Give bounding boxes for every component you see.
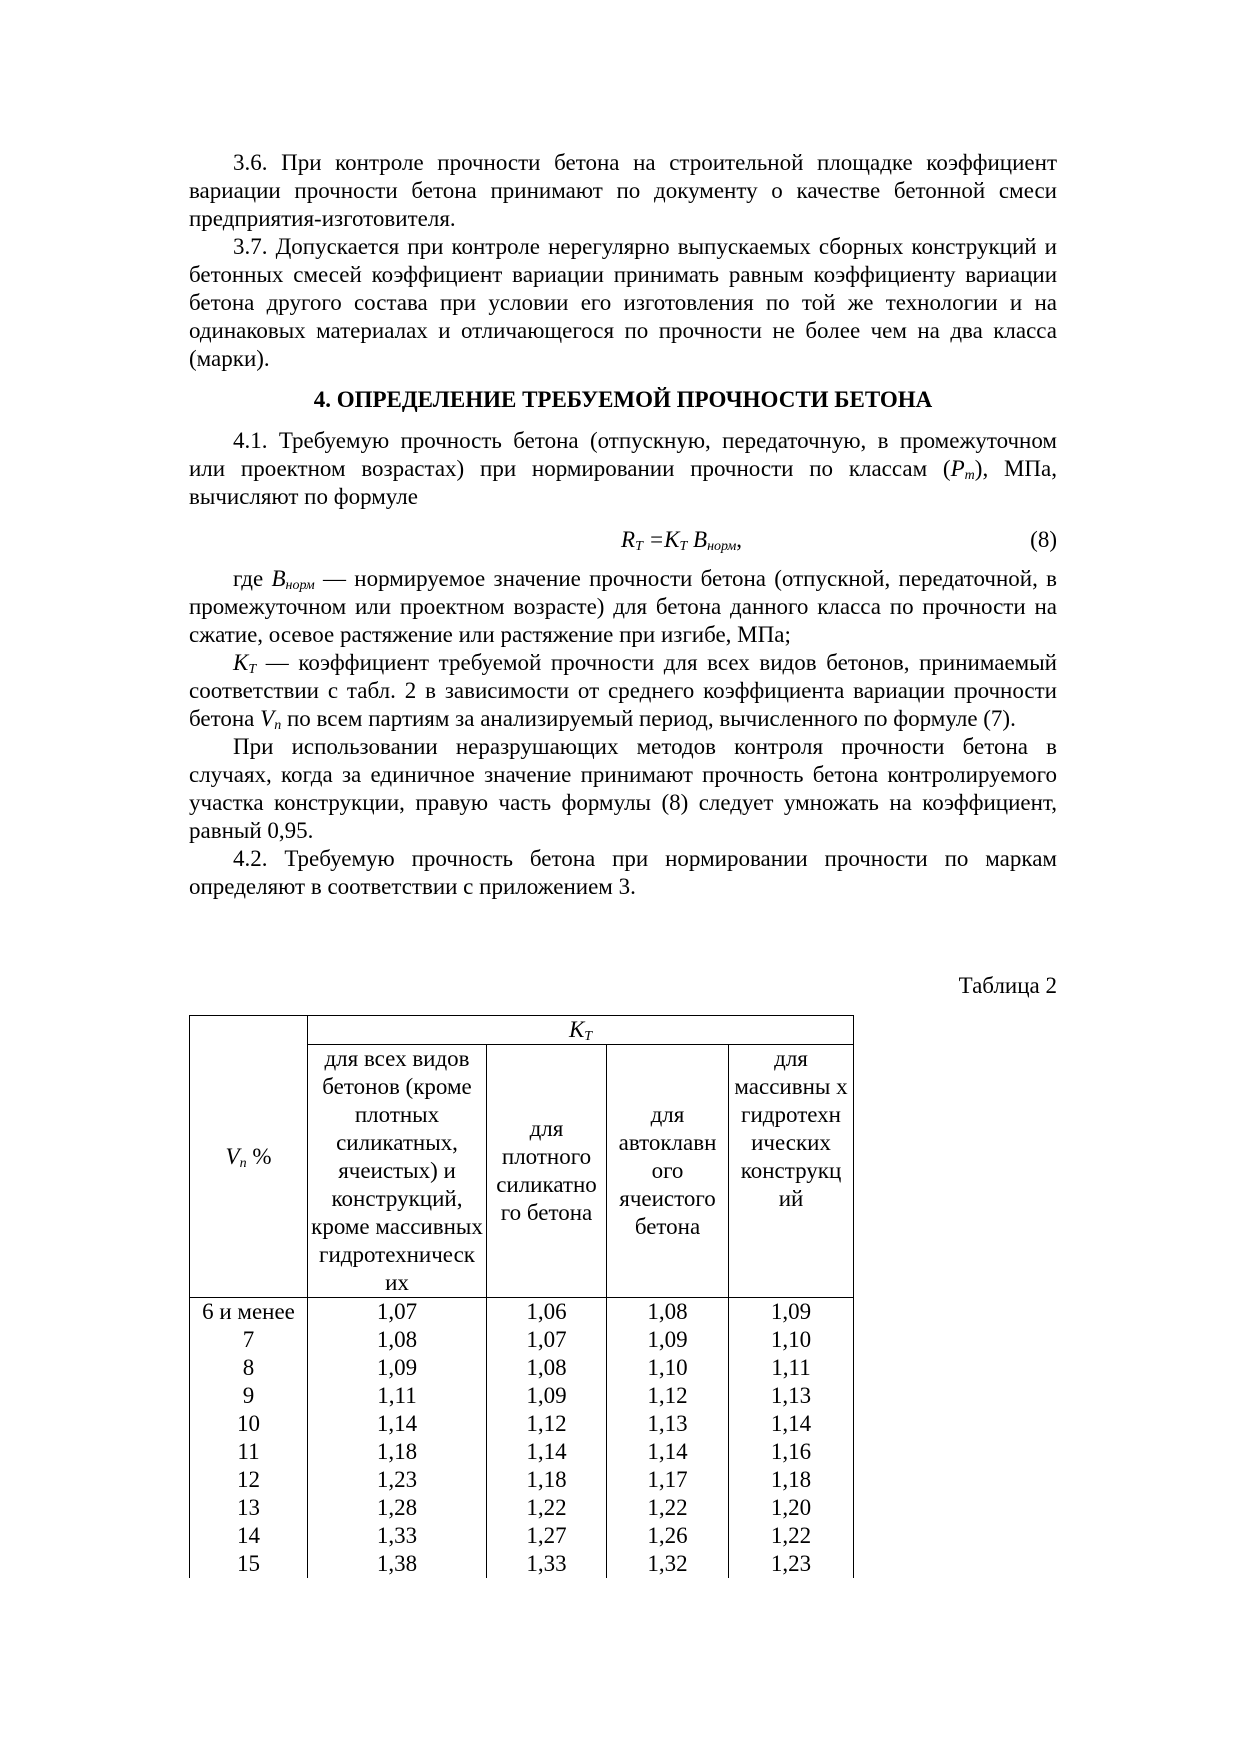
column-header: для всех видов бетонов (кроме плотных силикатных, ячеистых) и конструкций, кроме массивных гидротехническ их xyxy=(308,1045,487,1298)
formula-number: (8) xyxy=(1030,527,1057,552)
ndt-paragraph: При использовании неразрушающих методов контроля прочности бетона в случаях, когда за единичное значение принимают прочность бетона контролируемого участка конструкции, правую часть формулы (8) следует умножать на коэффициент, равный 0,95. xyxy=(189,734,1057,843)
table-header xyxy=(190,1016,854,1298)
table-cell: 1,08 xyxy=(308,1326,487,1354)
row-label-cell: 8 xyxy=(190,1354,308,1382)
table-cell: 1,18 xyxy=(729,1466,854,1494)
table-cell: 1,38 xyxy=(308,1550,487,1578)
formula-b-sub: норм xyxy=(707,539,737,554)
table-cell: 1,28 xyxy=(308,1494,487,1522)
formula-comma: , xyxy=(736,527,743,552)
table-cell: 1,22 xyxy=(487,1494,607,1522)
table-row xyxy=(190,1522,854,1550)
paragraph-4-2: 4.2. Требуемую прочность бетона при нормировании прочности по маркам определяют в соответствии с приложением 3. xyxy=(189,846,1057,899)
table-row xyxy=(190,1382,854,1410)
section-heading: 4. ОПРЕДЕЛЕНИЕ ТРЕБУЕМОЙ ПРОЧНОСТИ БЕТОНА xyxy=(313,387,933,412)
formula-b: B xyxy=(687,527,708,552)
where-var: B xyxy=(271,566,286,591)
table-cell: 1,17 xyxy=(607,1466,729,1494)
table-row xyxy=(190,1550,854,1578)
table-row xyxy=(190,1298,854,1327)
paragraph-4-1 xyxy=(189,427,1057,511)
table-cell: 1,32 xyxy=(607,1550,729,1578)
table-cell: 1,26 xyxy=(607,1522,729,1550)
paragraph-3-7: 3.7. Допускается при контроле нерегулярно выпускаемых сборных конструкций и бетонных смесей коэффициент вариации принимать равным коэффициенту вариации бетона другого состава при условии его изготовления по той же технологии и на одинаковых материалах и отличающегося по прочности не более чем на два класса (марки). xyxy=(189,234,1057,371)
definition-b-norm xyxy=(189,565,1057,649)
row-header-var: V xyxy=(225,1143,240,1169)
table-cell: 1,33 xyxy=(308,1522,487,1550)
formula-expression xyxy=(621,526,742,554)
column-header: для автоклавн ого ячеистого бетона xyxy=(607,1045,729,1298)
table-cell: 1,13 xyxy=(607,1410,729,1438)
table-cell: 1,10 xyxy=(729,1326,854,1354)
table-body xyxy=(190,1298,854,1579)
kt-text: — коэффициент требуемой прочности для всех видов бетонов, принимаемый соответствии с табл. 2 в зависимости от среднего коэффициента вариации прочности бетона xyxy=(189,650,1057,731)
table-row xyxy=(190,1466,854,1494)
group-header-kt xyxy=(308,1016,854,1045)
table-cell: 1,10 xyxy=(607,1354,729,1382)
table-cell: 1,23 xyxy=(308,1466,487,1494)
table-cell: 1,09 xyxy=(487,1382,607,1410)
table-2 xyxy=(189,1015,854,1578)
row-label-cell: 6 и менее xyxy=(190,1298,308,1327)
table-cell: 1,23 xyxy=(729,1550,854,1578)
table-cell: 1,09 xyxy=(607,1326,729,1354)
table-cell: 1,22 xyxy=(729,1522,854,1550)
table-cell: 1,06 xyxy=(487,1298,607,1327)
var-p-sub: т xyxy=(964,468,975,483)
formula-k-sub: Т xyxy=(679,539,688,554)
table-cell: 1,13 xyxy=(729,1382,854,1410)
column-header: для массивны х гидротехн ических конструкц ий xyxy=(729,1045,854,1298)
row-label-cell: 7 xyxy=(190,1326,308,1354)
where-lead: где xyxy=(233,566,272,591)
table-cell: 1,09 xyxy=(729,1298,854,1327)
row-header-sub: n xyxy=(239,1155,247,1171)
table-cell: 1,08 xyxy=(607,1298,729,1327)
table-cell: 1,18 xyxy=(487,1466,607,1494)
table-cell: 1,14 xyxy=(487,1438,607,1466)
table-cell: 1,11 xyxy=(729,1354,854,1382)
paragraph-3-6: 3.6. При контроле прочности бетона на строительной площадке коэффициент вариации прочности бетона принимают по документу о качестве бетонной смеси предприятия-изготовителя. xyxy=(189,150,1057,231)
formula-equals: = xyxy=(642,527,665,552)
formula-k: K xyxy=(664,527,680,552)
formula-r-sub: Т xyxy=(635,539,643,554)
row-label-cell: 10 xyxy=(190,1410,308,1438)
row-label-cell: 13 xyxy=(190,1494,308,1522)
table-caption: Таблица 2 xyxy=(958,973,1057,998)
table-cell: 1,08 xyxy=(487,1354,607,1382)
table-row xyxy=(190,1354,854,1382)
table-cell: 1,14 xyxy=(308,1410,487,1438)
table-row xyxy=(190,1438,854,1466)
table-cell: 1,07 xyxy=(308,1298,487,1327)
table-cell: 1,09 xyxy=(308,1354,487,1382)
kt-text-end: по всем партиям за анализируемый период, вычисленного по формуле (7). xyxy=(281,706,1016,731)
column-header: для плотного силикатно го бетона xyxy=(487,1045,607,1298)
definition-kt xyxy=(189,649,1057,733)
row-label-cell: 15 xyxy=(190,1550,308,1578)
paragraph-4-1-text: 4.1. Требуемую прочность бетона (отпускную, передаточную, в промежуточном или проектном возрастах) при нормировании прочности по классам ( xyxy=(189,428,1057,481)
row-header-unit: % xyxy=(246,1143,272,1169)
table-cell: 1,14 xyxy=(607,1438,729,1466)
vn-var-sub: n xyxy=(274,718,282,733)
row-header-vn xyxy=(190,1016,308,1298)
definitions-block xyxy=(189,565,1057,901)
table-row xyxy=(190,1494,854,1522)
group-header-var: K xyxy=(568,1017,585,1042)
table-cell: 1,07 xyxy=(487,1326,607,1354)
vn-var: V xyxy=(260,706,275,731)
formula-r: R xyxy=(621,527,636,552)
table-cell: 1,14 xyxy=(729,1410,854,1438)
where-text: — нормируемое значение прочности бетона (отпускной, передаточной, в промежуточном или проектном возрасте) для бетона данного класса по прочности на сжатие, осевое растяжение или растяжение при изгибе, МПа; xyxy=(189,566,1057,647)
table-cell: 1,12 xyxy=(607,1382,729,1410)
table-cell: 1,18 xyxy=(308,1438,487,1466)
table-cell: 1,22 xyxy=(607,1494,729,1522)
table-row xyxy=(190,1410,854,1438)
paragraph-4-1-end: ), МПа, вычисляют по формуле xyxy=(189,456,1057,509)
table-cell: 1,11 xyxy=(308,1382,487,1410)
row-label-cell: 12 xyxy=(190,1466,308,1494)
table-row xyxy=(190,1326,854,1354)
where-var-sub: норм xyxy=(285,578,315,593)
table-cell: 1,16 xyxy=(729,1438,854,1466)
group-header-sub: Т xyxy=(584,1029,593,1044)
table-cell: 1,33 xyxy=(487,1550,607,1578)
row-label-cell: 14 xyxy=(190,1522,308,1550)
kt-var: K xyxy=(233,650,249,675)
table-cell: 1,12 xyxy=(487,1410,607,1438)
row-label-cell: 11 xyxy=(190,1438,308,1466)
section-3-paragraphs xyxy=(189,149,1057,373)
table-cell: 1,27 xyxy=(487,1522,607,1550)
kt-var-sub: Т xyxy=(248,662,257,677)
table-cell: 1,20 xyxy=(729,1494,854,1522)
row-label-cell: 9 xyxy=(190,1382,308,1410)
var-p: P xyxy=(950,456,965,481)
